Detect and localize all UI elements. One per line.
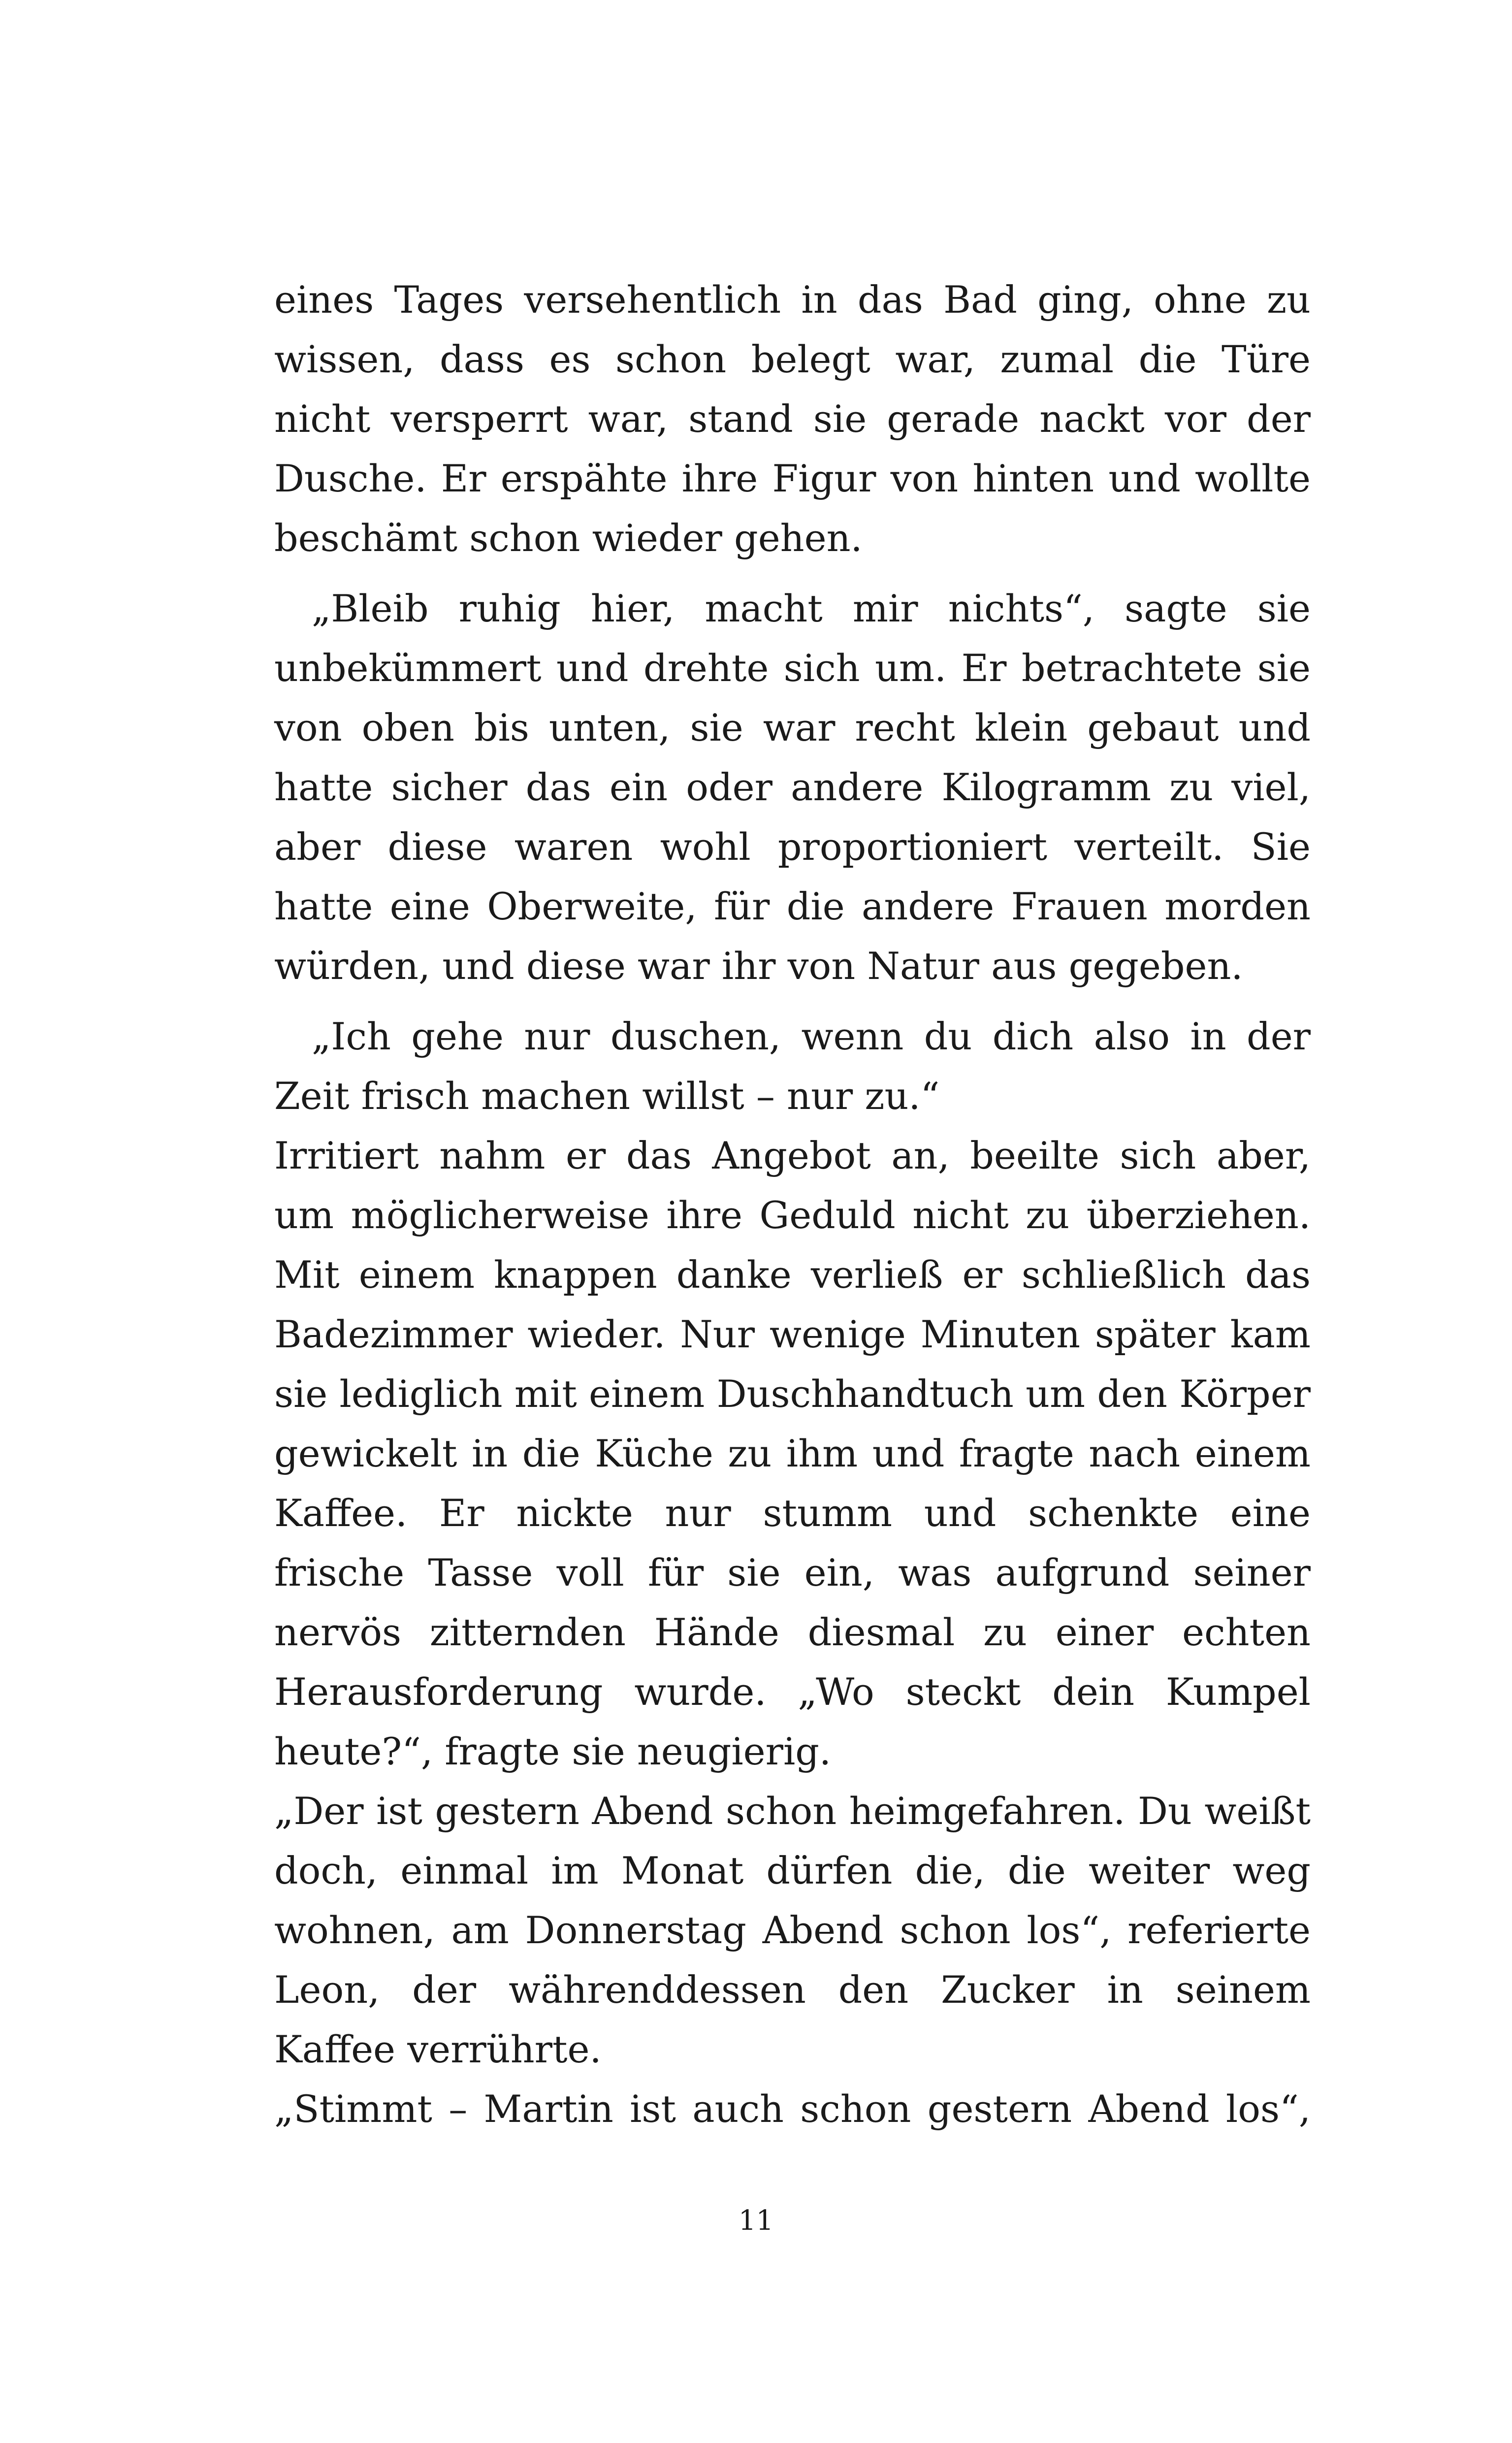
paragraph-2: „Bleib ruhig hier, macht mir nichts“, sagte sie unbekümmert und drehte sich um. Er betrachtete sie von oben bis unten, sie war recht klein gebaut und hatte sicher das ein oder andere Kilogramm zu viel, aber diese waren wohl proportioniert verteilt. Sie hatte eine Oberweite, für die andere Frauen morden würden, und diese war ihr von Natur aus gegeben. xyxy=(274,586,1311,988)
paragraph-6: „Stimmt – Martin ist auch schon gestern Abend los“, xyxy=(274,2087,1311,2131)
paragraph-4: Irritiert nahm er das Angebot an, beeilte sich aber, um möglicherweise ihre Geduld nicht zu überziehen. Mit einem knappen danke verließ er schließlich das Badezimmer wieder. Nur wenige Minuten später kam sie lediglich mit einem Duschhandtuch um den Körper gewickelt in die Küche zu ihm und fragte nach einem Kaffee. Er nickte nur stumm und schenkte eine frische Tasse voll für sie ein, was aufgrund seiner nervös zitternden Hände diesmal zu einer echten Herausforderung wurde. „Wo steckt dein Kumpel heute?“, fragte sie neugierig. xyxy=(274,1134,1311,1773)
paragraph-1: eines Tages versehentlich in das Bad ging, ohne zu wissen, dass es schon belegt war, zumal die Türe nicht versperrt war, stand sie gerade nackt vor der Dusche. Er erspähte ihre Figur von hinten und wollte beschämt schon wieder gehen. xyxy=(274,278,1311,560)
paragraph-5: „Der ist gestern Abend schon heimgefahren. Du weißt doch, einmal im Monat dürfen die, die weiter weg wohnen, am Donnerstag Abend schon los“, referierte Leon, der währenddessen den Zucker in seinem Kaffee verrührte. xyxy=(274,1789,1311,2071)
body-text xyxy=(274,270,1311,2139)
page-number: 11 xyxy=(738,2205,774,2237)
paragraph-3: „Ich gehe nur duschen, wenn du dich also in der Zeit frisch machen willst – nur zu.“ xyxy=(274,1014,1311,1118)
